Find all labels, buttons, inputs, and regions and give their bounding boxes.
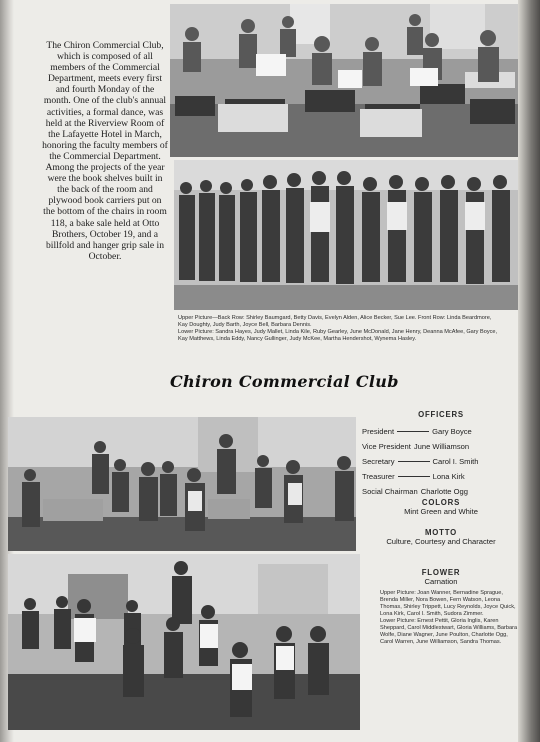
top-photos-caption [178, 315, 500, 343]
bottom-lower-caption: Lower Picture: Ernest Pettit, Gloria Inglis, Karen Sheppard, Carol Middlestwart, Gloria Williams, Barbara Wolfe, Diane Wagner, June Poulton, Charlotte Ogg, Carol Warren, June Williamson, Sandra Thomas. [380, 618, 518, 645]
officer-name: June Williamson [413, 442, 470, 451]
seated-class-photo [8, 417, 356, 551]
colors-value: Mint Green and White [404, 507, 478, 516]
officer-role: Treasurer [362, 472, 395, 481]
motto-value: Culture, Courtesy and Character [386, 537, 496, 546]
page-edge [518, 0, 540, 742]
leader-rule [397, 431, 429, 432]
officer-role: President [362, 427, 395, 436]
colors-section [362, 498, 520, 517]
top-upper-caption: Upper Picture—Back Row: Shirley Baumgard, Betty Davis, Evelyn Alden, Alice Becker, Sue Lee. Front Row: Linda Beardmore, Kay Doughty, Judy Barth, Joyce Bell, Barbara Dennis. [178, 315, 492, 328]
officers-heading: OFFICERS [418, 410, 464, 419]
leader-rule [398, 476, 430, 477]
club-title: Chiron Commercial Club [170, 372, 399, 391]
top-lower-caption: Lower Picture: Sandra Hayes, Judy Mallet, Linda Kile, Ruby Gearley, June McDonald, Jane Henry, Deanna McAfee, Gary Boyce, Kay Matthews, Linda Eddy, Nancy Gullinger, Judy McKee, Martha Hendershot, Wynema Hasley. [178, 329, 498, 342]
officer-role: Secretary [362, 457, 395, 466]
officer-role: Social Chairman [362, 487, 418, 496]
flower-value: Carnation [424, 577, 458, 586]
officer-role: Vice President [362, 442, 411, 451]
officer-name: Gary Boyce [432, 427, 472, 436]
officer-vice-president [362, 439, 520, 454]
officer-name: Carol I. Smith [432, 457, 479, 466]
typewriter-students-photo [8, 554, 360, 730]
officer-name: Charlotte Ogg [420, 487, 468, 496]
typing-class-photo [170, 4, 520, 157]
officers-section [362, 410, 520, 499]
colors-heading: COLORS [421, 498, 461, 507]
officer-social-chairman [362, 484, 520, 499]
flower-section [362, 568, 520, 587]
officer-secretary [362, 454, 520, 469]
bottom-photos-caption [380, 590, 520, 646]
flower-heading: FLOWER [421, 568, 461, 577]
motto-heading: MOTTO [424, 528, 457, 537]
leader-rule [398, 461, 430, 462]
officer-name: Lona Kirk [432, 472, 465, 481]
officer-treasurer [362, 469, 520, 484]
group-lineup-photo [174, 160, 524, 310]
officer-president [362, 424, 520, 439]
bottom-upper-caption: Upper Picture: Joan Wanner, Bernadine Sprague, Brenda Miller, Nora Bowen, Fern Watson, Leona Thomas, Shirley Trippett, Lucy Reynolds, Joyce Quick, Lona Kirk, Carol I. Smith, Sudora Zimmer. [380, 590, 516, 617]
motto-section [362, 528, 520, 547]
intro-paragraph: The Chiron Commercial Club, which is composed of all members of the Commercial Department, meets every first and fourth Monday of the month. One of the club's annual activities, a formal dance, was held at the Riverview Room of the Lafayette Hotel in March, honoring the faculty members of the Commercial Department. Among the projects of the year were the book shelves built in the back of the room and plywood book carriers put on the bottom of the chairs in room 118, a bake sale held at Otto Brothers, October 19, and a billfold and hanger grip sale in October. [42, 40, 168, 262]
